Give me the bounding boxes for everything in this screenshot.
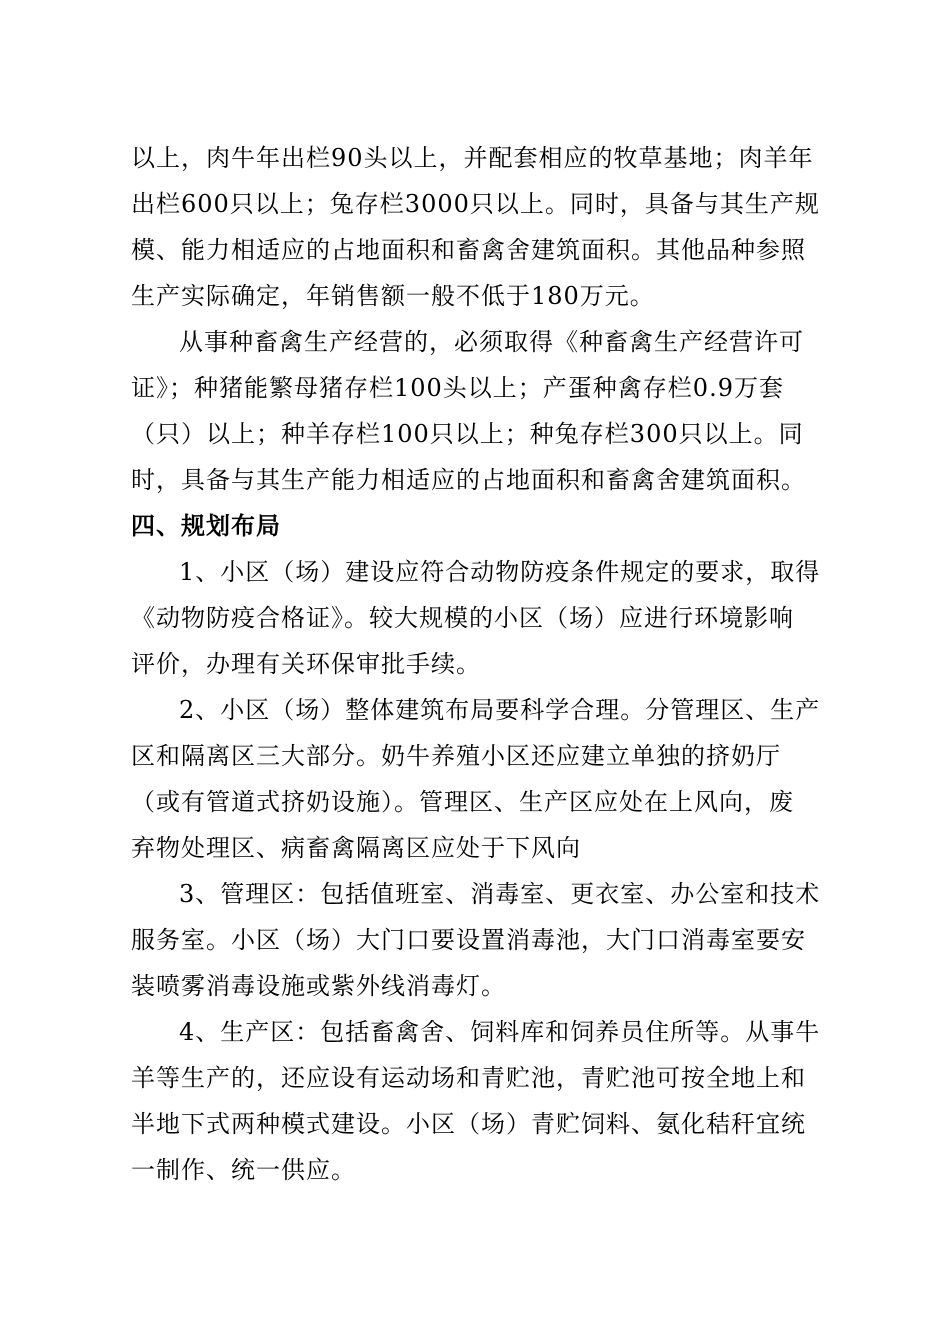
paragraph-2-line-1: 从事种畜禽生产经营的，必须取得《种畜禽生产经营许可	[179, 328, 804, 356]
paragraph-2-line-3: （只）以上；种羊存栏100只以上；种兔存栏300只以上。同	[131, 420, 804, 448]
paragraph-1-line-2: 出栏600只以上；兔存栏3000只以上。同时，具备与其生产规	[131, 190, 820, 218]
paragraph-1-line-1: 以上，肉牛年出栏90头以上，并配套相应的牧草基地；肉羊年	[131, 144, 814, 172]
paragraph-6-line-3: 半地下式两种模式建设。小区（场）青贮饲料、氨化秸秆宜统	[131, 1110, 806, 1138]
paragraph-5-line-1: 3、管理区：包括值班室、消毒室、更衣室、办公室和技术	[179, 880, 821, 908]
paragraph-4-line-3: （或有管道式挤奶设施）。管理区、生产区应处在上风向，废	[131, 788, 794, 816]
paragraph-4-line-4: 弃物处理区、病畜禽隔离区应处于下风向	[131, 834, 581, 862]
paragraph-1-line-3: 模、能力相适应的占地面积和畜禽舍建筑面积。其他品种参照	[131, 236, 806, 264]
paragraph-5-line-3: 装喷雾消毒设施或紫外线消毒灯。	[131, 972, 506, 1000]
paragraph-1-line-4: 生产实际确定，年销售额一般不低于180万元。	[131, 282, 655, 310]
paragraph-6-line-4: 一制作、统一供应。	[131, 1156, 356, 1184]
paragraph-4-line-2: 区和隔离区三大部分。奶牛养殖小区还应建立单独的挤奶厅	[131, 742, 781, 770]
paragraph-2-line-4: 时，具备与其生产能力相适应的占地面积和畜禽舍建筑面积。	[131, 466, 806, 494]
paragraph-3-line-2: 《动物防疫合格证》。较大规模的小区（场）应进行环境影响	[131, 604, 794, 632]
paragraph-4-line-1: 2、小区（场）整体建筑布局要科学合理。分管理区、生产	[179, 696, 821, 724]
paragraph-3-line-3: 评价，办理有关环保审批手续。	[131, 650, 481, 678]
paragraph-6-line-1: 4、生产区：包括畜禽舍、饲料库和饲养员住所等。从事牛	[179, 1018, 821, 1046]
paragraph-6-line-2: 羊等生产的，还应设有运动场和青贮池，青贮池可按全地上和	[131, 1064, 806, 1092]
paragraph-2-line-2: 证》；种猪能繁母猪存栏100头以上；产蛋种禽存栏0.9万套	[131, 374, 784, 402]
paragraph-5-line-2: 服务室。小区（场）大门口要设置消毒池，大门口消毒室要安	[131, 926, 806, 954]
section-heading: 四、规划布局	[131, 511, 281, 540]
paragraph-3-line-1: 1、小区（场）建设应符合动物防疫条件规定的要求，取得	[179, 558, 821, 586]
